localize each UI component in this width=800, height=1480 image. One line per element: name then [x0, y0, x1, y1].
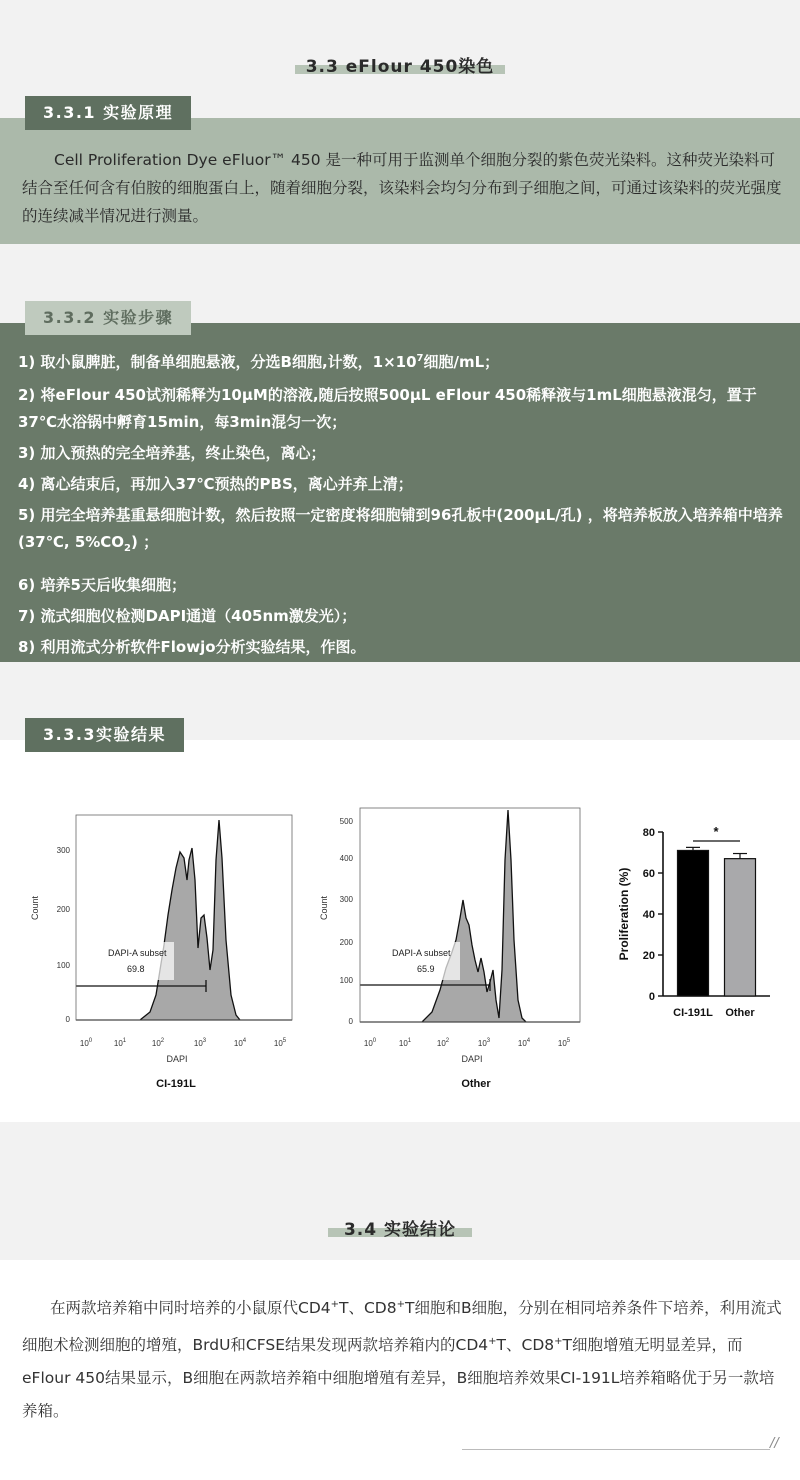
hist-left-ytick: 300	[56, 846, 70, 855]
section-3-4-title	[0, 1215, 800, 1240]
proliferation-bar-chart	[617, 824, 770, 1019]
footer-divider	[462, 1449, 770, 1450]
hist-left-fill	[76, 820, 292, 1020]
hist-left-ytick: 200	[56, 905, 70, 914]
hist-right-yticks	[340, 817, 354, 1026]
hist-right-xlabel: DAPI	[461, 1054, 483, 1064]
results-figure	[0, 740, 800, 1122]
bar	[725, 859, 756, 996]
bar-ylabel: Proliferation (%)	[617, 867, 631, 961]
hist-right-ytick: 100	[339, 976, 353, 985]
section-3-3-title-text: 3.3 eFlour 450染色	[305, 57, 495, 77]
hist-left-xtick: $10^4$	[233, 1038, 247, 1048]
hist-right-gate-value: 65.9	[417, 964, 435, 974]
step-4: 4) 离心结束后，再加入37℃预热的PBS，离心并弃上清；	[18, 475, 413, 493]
principle-box	[0, 118, 800, 244]
hist-left-ytick: 100	[56, 961, 70, 970]
histogram-other	[319, 808, 580, 1090]
hist-left-xlabel: DAPI	[166, 1054, 188, 1064]
conclusion-text: 在两款培养箱中同时培养的小鼠原代CD4+T、CD8+T细胞和B细胞，分别在相同培养条件下培养，利用流式细胞术检测细胞的增殖，BrdU和CFSE结果发现两款培养箱内的CD4+T、CD8+T细胞增殖无明显差异，而eFlour 450结果显示，B细胞在两款培养箱中细胞增殖有差异，B细胞培养效果CI-191L培养箱略优于另一款培养箱。	[22, 1299, 782, 1421]
step-7: 7) 流式细胞仪检测DAPI通道（405nm激发光）；	[18, 607, 357, 625]
hist-right-xtick: $10^5$	[557, 1038, 571, 1048]
hist-right-xticks	[364, 1038, 571, 1048]
bar	[678, 850, 709, 996]
hist-right-xtick: $10^1$	[398, 1038, 412, 1048]
results-figure-panel	[0, 740, 800, 1122]
hist-right-ytick: 300	[339, 895, 353, 904]
hist-left-caption: CI-191L	[156, 1078, 196, 1090]
step-5: 5) 用完全培养基重悬细胞计数，然后按照一定密度将细胞铺到96孔板中(200μL/孔) ，将培养板放入培养箱中培养(37℃, $5\%CO_2$) ；	[18, 506, 783, 554]
hist-right-xtick: $10^2$	[436, 1038, 450, 1048]
hist-right-xtick: $10^0$	[363, 1038, 377, 1048]
conclusion-box	[0, 1260, 800, 1480]
hist-left-xtick: $10^1$	[113, 1038, 127, 1048]
hist-left-xtick: $10^5$	[273, 1038, 287, 1048]
bar-ytick-label: 0	[648, 991, 655, 1003]
hist-right-xtick: $10^4$	[517, 1038, 531, 1048]
hist-left-xtick: $10^0$	[79, 1038, 93, 1048]
step-8: 8) 利用流式分析软件Flowjo分析实验结果，作图。	[18, 638, 366, 656]
principle-text: Cell Proliferation Dye eFluor™ 450 是一种可用于监测单个细胞分裂的紫色荧光染料。这种荧光染料可结合至任何含有伯胺的细胞蛋白上，随着细胞分裂，该染料会均匀分布到子细胞之间，可通过该染料的荧光强度的连续减半情况进行测量。	[22, 151, 782, 225]
hist-left-gate-label: DAPI-A subset	[108, 948, 167, 958]
hist-right-ytick: 500	[339, 817, 353, 826]
hist-right-ylabel: Count	[319, 895, 329, 921]
hist-right-fill	[360, 810, 580, 1022]
histogram-ci191l	[30, 815, 292, 1090]
hist-left-ytick: 0	[65, 1015, 70, 1024]
bar-marks	[678, 847, 756, 996]
footer-slash-mark: //	[770, 1436, 779, 1451]
hist-left-yticks	[57, 846, 71, 1024]
bar-category-label: Other	[725, 1007, 755, 1019]
bar-category-label: CI-191L	[673, 1007, 713, 1019]
bar-ytick-label: 40	[642, 909, 655, 921]
bar-categories	[673, 1007, 755, 1019]
hist-left-xtick: $10^2$	[151, 1038, 165, 1048]
significance-star: *	[713, 824, 719, 839]
steps-box	[0, 323, 800, 662]
hist-right-caption: Other	[461, 1078, 491, 1090]
step-6: 6) 培养5天后收集细胞；	[18, 576, 186, 594]
section-3-3-title	[0, 52, 800, 77]
hist-left-gate-value: 69.8	[127, 964, 145, 974]
hist-right-ytick: 200	[339, 938, 353, 947]
step-1: 1) 取小鼠脾脏，制备单细胞悬液，分选B细胞,计数，$1\times 10^7$细胞/mL；	[18, 353, 500, 371]
hist-left-xticks	[80, 1038, 287, 1048]
hist-right-xtick: $10^3$	[477, 1038, 491, 1048]
bar-ytick-label: 80	[642, 827, 655, 839]
tag-3-3-2: 3.3.2 实验步骤	[25, 301, 191, 335]
step-2: 2) 将eFlour 450试剂稀释为10μM的溶液,随后按照500μL eFlour 450稀释液与1mL细胞悬液混匀，置于37℃水浴锅中孵育15min，每3min混匀一次；	[18, 386, 757, 431]
bar-ytick-label: 60	[642, 868, 655, 880]
steps-list	[18, 345, 788, 661]
section-3-4-title-text: 3.4 实验结论	[343, 1220, 457, 1240]
hist-left-xtick: $10^3$	[193, 1038, 207, 1048]
step-3: 3) 加入预热的完全培养基，终止染色，离心；	[18, 444, 326, 462]
hist-right-ytick: 400	[339, 854, 353, 863]
hist-right-gate-label: DAPI-A subset	[392, 948, 451, 958]
hist-right-ytick: 0	[348, 1017, 353, 1026]
hist-left-ylabel: Count	[30, 895, 40, 921]
tag-3-3-3: 3.3.3实验结果	[25, 718, 184, 752]
bar-yticks	[643, 827, 663, 1003]
bar-ytick-label: 20	[642, 950, 655, 962]
tag-3-3-1: 3.3.1 实验原理	[25, 96, 191, 130]
